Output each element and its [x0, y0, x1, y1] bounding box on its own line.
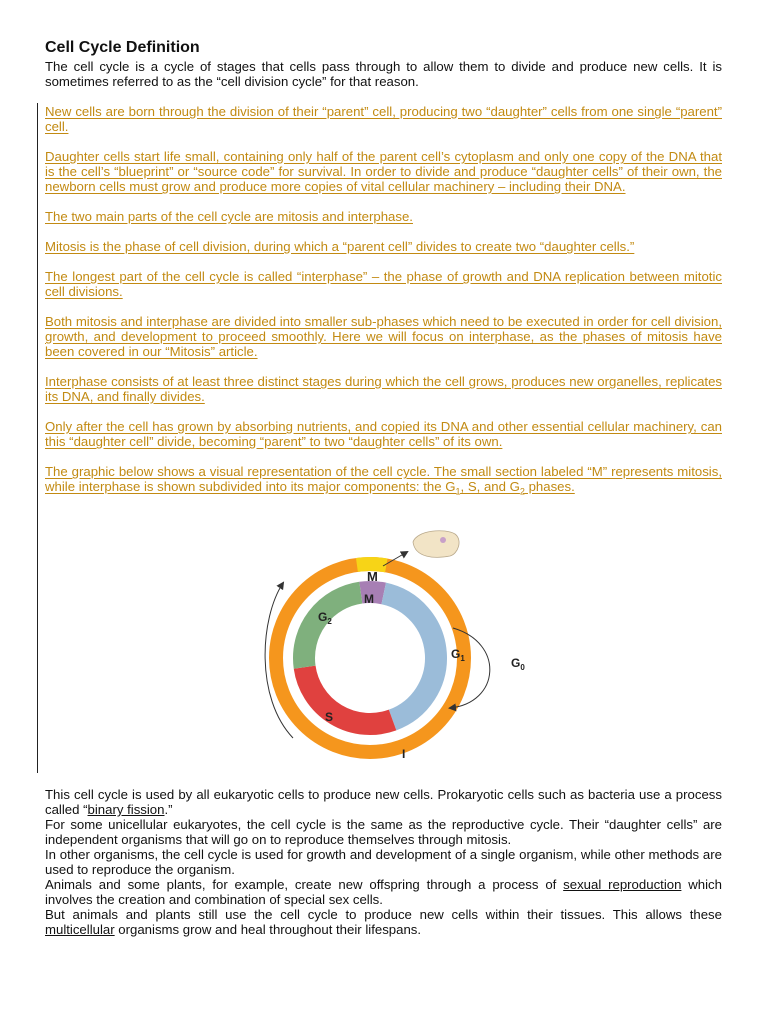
s-label: S [325, 710, 334, 724]
g2-label: $G_2$ [318, 610, 332, 626]
highlighted-paragraph: Mitosis is the phase of cell division, during which a “parent cell” divides to create two “daughter cells.” [45, 239, 635, 254]
g0-label: $G_0$ [511, 656, 525, 672]
cell-cycle-diagram [255, 528, 545, 768]
binary-fission-link[interactable]: binary fission [87, 802, 165, 817]
paragraph: But animals and plants still use the cell cycle to produce new cells within their tissues. This allows these multicellular organisms grow and heal throughout their lifespans. [45, 907, 722, 937]
daughter-cell-icon [413, 531, 459, 558]
highlighted-paragraph: Daughter cells start life small, containing only half of the parent cell’s cytoplasm and only one copy of the DNA that is the cell’s “blueprint” or “source code” for survival. In order to divide and produce “daughter cells” of their own, the newborn cells must grow and produce more copies of vital cellular machinery – including their DNA. [45, 149, 722, 194]
multicellular-link[interactable]: multicellular [45, 922, 115, 937]
sexual-reproduction-link[interactable]: sexual reproduction [563, 877, 682, 892]
highlighted-paragraph: Interphase consists of at least three distinct stages during which the cell grows, produces new organelles, replicates its DNA, and finally divides. [45, 374, 722, 404]
graphic-description-paragraph: The graphic below shows a visual representation of the cell cycle. The small section labeled “M” represents mitosis, while interphase is shown subdivided into its major components: the $G_1$, S, and $G_2$ phases. [45, 464, 722, 497]
paragraph: This cell cycle is used by all eukaryotic cells to produce new cells. Prokaryotic cells such as bacteria use a process called “binary fission.” [45, 787, 722, 817]
lower-text [45, 787, 722, 937]
g1-segment [384, 593, 436, 720]
paragraph: In other organisms, the cell cycle is used for growth and development of a single organism, while other methods are used to reproduce the organism. [45, 847, 722, 877]
highlighted-paragraph: The longest part of the cell cycle is called “interphase” – the phase of growth and DNA replication between mitotic cell divisions. [45, 269, 722, 299]
i-label: I [402, 747, 406, 761]
margin-rule [37, 103, 38, 773]
outer-m-label: M [367, 569, 378, 584]
intro-paragraph: The cell cycle is a cycle of stages that cells pass through to allow them to divide and produce new cells. It is sometimes referred to as the “cell division cycle” for that reason. [45, 59, 722, 89]
highlighted-section [45, 104, 722, 497]
highlighted-paragraph: The two main parts of the cell cycle are mitosis and interphase. [45, 209, 413, 224]
highlighted-paragraph: Only after the cell has grown by absorbing nutrients, and copied its DNA and other essential cellular machinery, can this “daughter cell” divide, becoming “parent” to two “daughter cells” of its own. [45, 419, 722, 449]
paragraph: For some unicellular eukaryotes, the cell cycle is the same as the reproductive cycle. Their “daughter cells” are independent organisms that will go on to reproduce themselves through mitosis. [45, 817, 722, 847]
document-body [45, 38, 722, 497]
highlighted-paragraph: New cells are born through the division of their “parent” cell, producing two “daughter” cells from one single “parent” cell. [45, 104, 722, 134]
s-segment [305, 667, 393, 724]
paragraph: Animals and some plants, for example, create new offspring through a process of sexual reproduction which involves the creation and combination of special sex cells. [45, 877, 722, 907]
g1-label: $G_1$ [451, 647, 465, 663]
highlighted-paragraph: Both mitosis and interphase are divided into smaller sub-phases which need to be executed in order for cell division, growth, and development to proceed smoothly. Here we will focus on interphase, as the phases of mitosis have been covered in our “Mitosis” article. [45, 314, 722, 359]
page-title: Cell Cycle Definition [45, 39, 200, 56]
inner-m-label: M [364, 592, 374, 606]
g2-segment [304, 593, 361, 668]
